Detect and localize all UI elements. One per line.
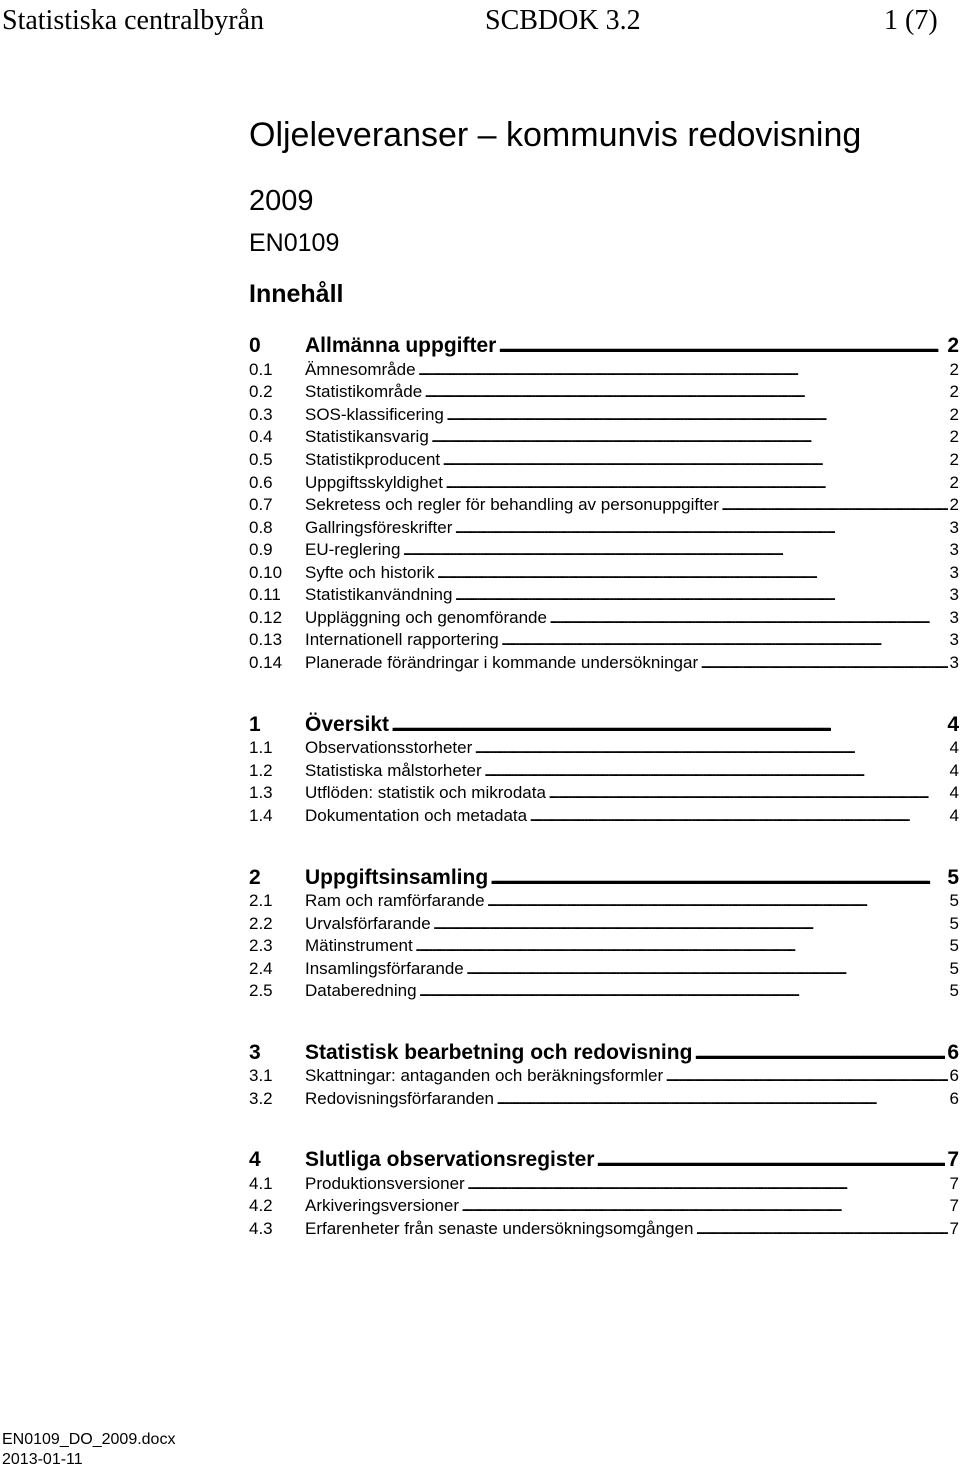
toc-entry-title: Statistikområde xyxy=(305,382,423,401)
toc-entry-page: 4 xyxy=(949,738,959,757)
toc-dot-leader xyxy=(474,737,947,759)
toc-dot-leader xyxy=(496,1088,948,1110)
toc-entry[interactable] xyxy=(249,1065,959,1087)
toc-dot-leader xyxy=(454,584,947,606)
toc-entry-title: Uppgiftsinsamling xyxy=(305,866,489,889)
toc-entry-title: Urvalsförfarande xyxy=(305,914,431,933)
toc-entry-title: Statistikproducent xyxy=(305,450,441,469)
toc-section[interactable] xyxy=(249,332,959,359)
toc-entry-page: 4 xyxy=(949,806,959,825)
toc-entry-page: 2 xyxy=(949,382,959,401)
toc-section[interactable] xyxy=(249,864,959,891)
toc-entry-number: 0.3 xyxy=(249,405,273,424)
toc-dot-leader xyxy=(529,805,947,827)
toc-entry-page: 7 xyxy=(949,1174,959,1193)
toc-entry-page: 5 xyxy=(949,959,959,978)
toc-entry-number: 0.2 xyxy=(249,382,273,401)
toc-entry-number: 4 xyxy=(249,1148,261,1171)
product-code: EN0109 xyxy=(249,229,340,257)
toc-entry-title: Produktionsversioner xyxy=(305,1174,465,1193)
toc-entry[interactable] xyxy=(249,381,959,403)
toc-entry-number: 2.2 xyxy=(249,914,273,933)
toc-entry[interactable] xyxy=(249,359,959,381)
toc-entry[interactable] xyxy=(249,562,959,584)
toc-dot-leader xyxy=(487,890,948,912)
toc-entry-number: 2.5 xyxy=(249,981,273,1000)
toc-dot-leader xyxy=(498,332,945,359)
toc-entry-title: Statistikanvändning xyxy=(305,585,453,604)
toc-dot-leader xyxy=(700,652,947,674)
toc-entry[interactable] xyxy=(249,935,959,957)
toc-entry-title: Uppläggning och genomförande xyxy=(305,608,547,627)
toc-section[interactable] xyxy=(249,1146,959,1173)
toc-entry-title: Arkiveringsversioner xyxy=(305,1196,459,1215)
toc-dot-leader xyxy=(467,1173,948,1195)
toc-entry-title: Redovisningsförfaranden xyxy=(305,1089,495,1108)
toc-entry-title: Skattningar: antaganden och beräkningsformler xyxy=(305,1066,664,1085)
toc-entry-page: 4 xyxy=(949,761,959,780)
toc-entry-title: Utflöden: statistik och mikrodata xyxy=(305,783,546,802)
toc-entry-page: 3 xyxy=(949,608,959,627)
toc-entry[interactable] xyxy=(249,584,959,606)
toc-dot-leader xyxy=(424,381,947,403)
toc-entry-page: 3 xyxy=(949,630,959,649)
toc-entry-title: Allmänna uppgifter xyxy=(305,334,497,357)
toc-entry[interactable] xyxy=(249,737,959,759)
toc-entry[interactable] xyxy=(249,494,959,516)
toc-entry-number: 2.1 xyxy=(249,891,273,910)
toc-entry-page: 4 xyxy=(947,713,959,736)
toc-entry-page: 2 xyxy=(949,360,959,379)
toc-entry-number: 2.4 xyxy=(249,959,273,978)
toc-entry-page: 3 xyxy=(949,518,959,537)
toc-entry-page: 5 xyxy=(949,936,959,955)
toc-entry[interactable] xyxy=(249,472,959,494)
toc-entry-page: 5 xyxy=(949,914,959,933)
toc-dot-leader xyxy=(694,1039,945,1066)
toc-entry-number: 0.5 xyxy=(249,450,273,469)
toc-entry[interactable] xyxy=(249,652,959,674)
toc-dot-leader xyxy=(419,980,948,1002)
footer-date: 2013-01-11 xyxy=(2,1451,83,1468)
toc-entry-page: 6 xyxy=(949,1066,959,1085)
header-organization: Statistiska centralbyrån xyxy=(2,5,265,36)
toc-dot-leader xyxy=(433,913,948,935)
toc-dot-leader xyxy=(418,359,948,381)
footer-filename: EN0109_DO_2009.docx xyxy=(2,1431,176,1448)
toc-entry-number: 1.4 xyxy=(249,806,273,825)
toc-entry-number: 0.4 xyxy=(249,427,273,446)
toc-entry-number: 0.11 xyxy=(249,585,281,604)
toc-entry[interactable] xyxy=(249,958,959,980)
toc-dot-leader xyxy=(596,1146,945,1173)
toc-dot-leader xyxy=(721,494,948,516)
toc-entry-title: Insamlingsförfarande xyxy=(305,959,464,978)
toc-entry-page: 2 xyxy=(949,427,959,446)
toc-entry-number: 0.14 xyxy=(249,653,283,672)
toc-section[interactable] xyxy=(249,711,959,738)
toc-dot-leader xyxy=(415,935,948,957)
toc-entry-page: 7 xyxy=(949,1219,959,1238)
header-document-type: SCBDOK 3.2 xyxy=(485,5,641,36)
toc-entry-number: 1.3 xyxy=(249,783,273,802)
toc-entry-page: 3 xyxy=(949,585,959,604)
toc-entry-title: Planerade förändringar i kommande undersökningar xyxy=(305,653,699,672)
toc-entry-title: Sekretess och regler för behandling av personuppgifter xyxy=(305,495,719,514)
toc-dot-leader xyxy=(501,629,948,651)
toc-entry-title: Uppgiftsskyldighet xyxy=(305,473,443,492)
toc-entry-title: SOS-klassificering xyxy=(305,405,444,424)
toc-entry-number: 4.2 xyxy=(249,1196,273,1215)
toc-entry-title: Ämnesområde xyxy=(305,360,416,379)
toc-entry-page: 5 xyxy=(949,981,959,1000)
toc-entry[interactable] xyxy=(249,913,959,935)
toc-entry-page: 2 xyxy=(949,405,959,424)
toc-entry-title: Gallringsföreskrifter xyxy=(305,518,453,537)
toc-entry-number: 3 xyxy=(249,1041,261,1064)
toc-entry-title: Syfte och historik xyxy=(305,563,435,582)
toc-entry-number: 0.6 xyxy=(249,473,273,492)
toc-entry-number: 2.3 xyxy=(249,936,273,955)
document-year: 2009 xyxy=(249,185,314,217)
toc-entry-number: 4.3 xyxy=(249,1219,273,1238)
toc-dot-leader xyxy=(446,404,948,426)
toc-entry-page: 3 xyxy=(949,563,959,582)
toc-entry[interactable] xyxy=(249,449,959,471)
toc-dot-leader xyxy=(484,760,948,782)
toc-entry-title: EU-reglering xyxy=(305,540,401,559)
toc-entry[interactable] xyxy=(249,782,959,804)
toc-dot-leader xyxy=(442,449,947,471)
toc-dot-leader xyxy=(431,426,948,448)
toc-entry[interactable] xyxy=(249,760,959,782)
toc-entry-number: 0.13 xyxy=(249,630,283,649)
toc-entry[interactable] xyxy=(249,1173,959,1195)
toc-entry-title: Översikt xyxy=(305,713,390,736)
toc-entry-number: 0.8 xyxy=(249,518,273,537)
toc-entry-page: 7 xyxy=(947,1148,959,1171)
toc-dot-leader xyxy=(665,1065,947,1087)
toc-dot-leader xyxy=(454,517,947,539)
toc-section[interactable] xyxy=(249,1039,959,1066)
toc-dot-leader xyxy=(445,472,948,494)
toc-dot-leader xyxy=(402,539,947,561)
toc-entry-page: 2 xyxy=(949,450,959,469)
toc-entry-number: 1.2 xyxy=(249,761,273,780)
toc-entry-page: 6 xyxy=(949,1089,959,1108)
toc-entry[interactable] xyxy=(249,1088,959,1110)
toc-entry-number: 2 xyxy=(249,866,261,889)
toc-entry[interactable] xyxy=(249,517,959,539)
toc-entry-number: 1 xyxy=(249,713,261,736)
toc-entry-title: Internationell rapportering xyxy=(305,630,499,649)
toc-entry-title: Statistiska målstorheter xyxy=(305,761,482,780)
header-page-number: 1 (7) xyxy=(884,5,938,36)
toc-entry-title: Erfarenheter från senaste undersökningsomgången xyxy=(305,1219,694,1238)
toc-dot-leader xyxy=(549,607,948,629)
toc-entry[interactable] xyxy=(249,404,959,426)
toc-entry-number: 3.2 xyxy=(249,1089,273,1108)
toc-entry[interactable] xyxy=(249,629,959,651)
toc-entry-title: Dokumentation och metadata xyxy=(305,806,528,825)
toc-entry[interactable] xyxy=(249,805,959,827)
toc-entry-page: 3 xyxy=(949,653,959,672)
toc-entry-page: 2 xyxy=(949,495,959,514)
toc-entry[interactable] xyxy=(249,607,959,629)
toc-entry-number: 0.7 xyxy=(249,495,273,514)
toc-entry-number: 0.1 xyxy=(249,360,273,379)
toc-entry-page: 5 xyxy=(949,891,959,910)
toc-dot-leader xyxy=(391,711,945,738)
toc-entry-page: 6 xyxy=(947,1041,959,1064)
toc-entry-number: 3.1 xyxy=(249,1066,273,1085)
toc-entry-title: Slutliga observationsregister xyxy=(305,1148,595,1171)
toc-entry-page: 2 xyxy=(947,334,959,357)
toc-entry-title: Databeredning xyxy=(305,981,417,1000)
toc-entry-number: 0.12 xyxy=(249,608,283,627)
toc-entry-title: Observationsstorheter xyxy=(305,738,473,757)
toc-entry[interactable] xyxy=(249,1195,959,1217)
toc-entry-number: 0.9 xyxy=(249,540,273,559)
toc-entry-page: 7 xyxy=(949,1196,959,1215)
toc-entry-number: 1.1 xyxy=(249,738,273,757)
toc-entry[interactable] xyxy=(249,890,959,912)
toc-dot-leader xyxy=(461,1195,948,1217)
toc-dot-leader xyxy=(548,782,948,804)
toc-entry-page: 2 xyxy=(949,473,959,492)
toc-entry[interactable] xyxy=(249,426,959,448)
toc-entry-page: 4 xyxy=(949,783,959,802)
toc-entry-number: 0.10 xyxy=(249,563,283,582)
toc-entry[interactable] xyxy=(249,980,959,1002)
toc-entry-title: Ram och ramförfarande xyxy=(305,891,485,910)
toc-dot-leader xyxy=(490,864,945,891)
toc-entry-page: 5 xyxy=(947,866,959,889)
toc-entry-number: 4.1 xyxy=(249,1174,273,1193)
toc-entry-number: 0 xyxy=(249,334,261,357)
toc-heading: Innehåll xyxy=(249,280,344,308)
toc-entry[interactable] xyxy=(249,1218,959,1240)
toc-entry-title: Statistisk bearbetning och redovisning xyxy=(305,1041,693,1064)
document-title: Oljeleveranser – kommunvis redovisning xyxy=(249,116,862,154)
toc-entry[interactable] xyxy=(249,539,959,561)
toc-entry-page: 3 xyxy=(949,540,959,559)
toc-dot-leader xyxy=(436,562,947,584)
toc-dot-leader xyxy=(695,1218,947,1240)
toc-dot-leader xyxy=(466,958,948,980)
toc-entry-title: Mätinstrument xyxy=(305,936,413,955)
toc-entry-title: Statistikansvarig xyxy=(305,427,429,446)
